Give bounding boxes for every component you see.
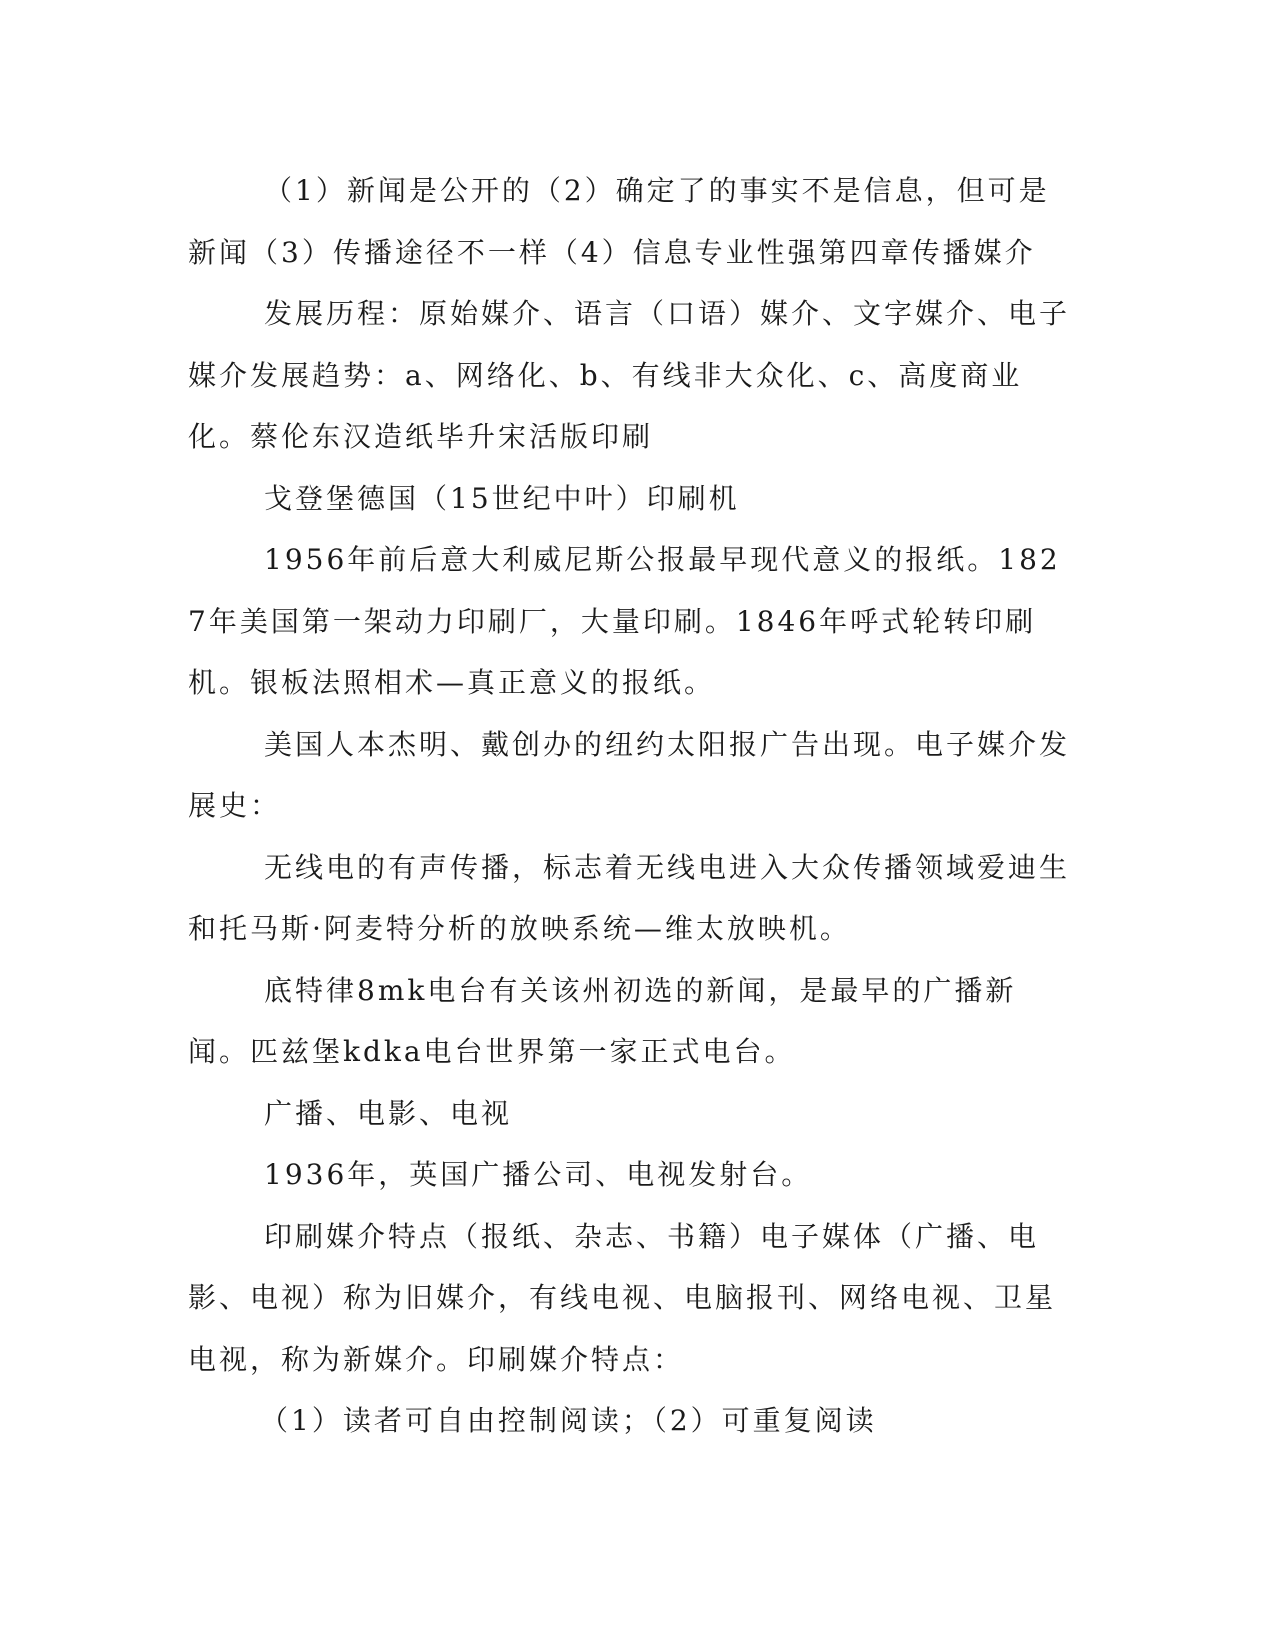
- paragraph-electronic-media: 广播、电影、电视: [264, 1096, 513, 1130]
- paragraph-news-vs-information: （1）新闻是公开的（2）确定了的事实不是信息，但可是新闻（3）传播途径不一样（4）信息专业性强第四章传播媒介: [188, 174, 1050, 269]
- paragraph-development-history: 发展历程：原始媒介、语言（口语）媒介、文字媒介、电子媒介发展趋势：a、网络化、b、有线非大众化、c、高度商业化。蔡伦东汉造纸毕升宋活版印刷: [188, 297, 1071, 453]
- paragraph-media-classification: 印刷媒介特点（报纸、杂志、书籍）电子媒体（广播、电影、电视）称为旧媒介，有线电视、电脑报刊、网络电视、卫星电视，称为新媒介。印刷媒介特点：: [188, 1219, 1057, 1376]
- paragraph-bbc: 1936年，英国广播公司、电视发射台。: [264, 1158, 813, 1191]
- paragraph-newspaper-history: 1956年前后意大利威尼斯公报最早现代意义的报纸。1827年美国第一架动力印刷厂，大量印刷。1846年呼式轮转印刷机。银板法照相术—真正意义的报纸。: [188, 543, 1061, 699]
- document-body: [188, 160, 1078, 1452]
- paragraph-radio-film: 无线电的有声传播，标志着无线电进入大众传播领域爱迪生和托马斯·阿麦特分析的放映系统—维太放映机。: [188, 850, 1071, 945]
- paragraph-gutenberg: 戈登堡德国（15世纪中叶）印刷机: [264, 481, 740, 515]
- paragraph-sun-newspaper: 美国人本杰明、戴创办的纽约太阳报广告出现。电子媒介发展史：: [188, 727, 1071, 822]
- paragraph-print-features: （1）读者可自由控制阅读；（2）可重复阅读: [260, 1404, 877, 1437]
- paragraph-radio-stations: 底特律8mk电台有关该州初选的新闻，是最早的广播新闻。匹兹堡kdka电台世界第一家正式电台。: [188, 973, 1017, 1068]
